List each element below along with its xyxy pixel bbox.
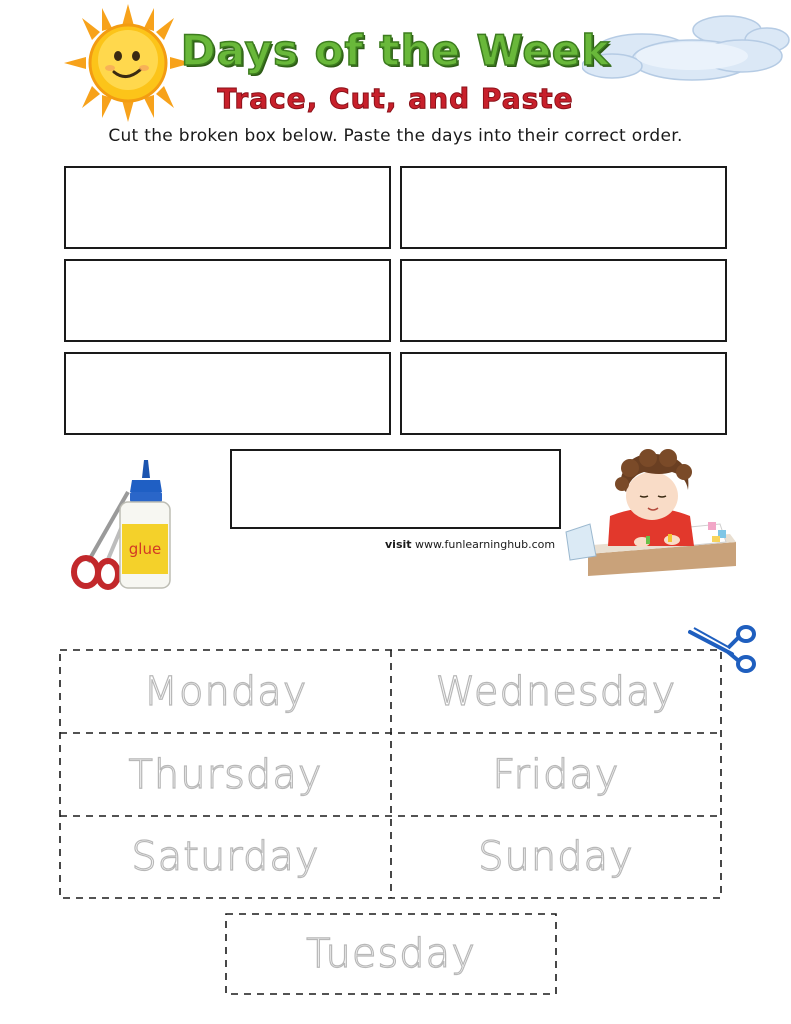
trace-cell-2[interactable] xyxy=(391,650,721,733)
trace-cell-7[interactable] xyxy=(226,914,556,994)
trace-cell-3[interactable] xyxy=(60,733,391,816)
trace-cell-6[interactable] xyxy=(391,816,721,898)
trace-cell-4[interactable] xyxy=(391,733,721,816)
website-url: www.funlearninghub.com xyxy=(415,538,556,551)
visit-prefix: visit xyxy=(385,538,412,551)
instruction-text: Cut the broken box below. Paste the days into their correct order. xyxy=(108,126,683,146)
trace-word: Wednesday xyxy=(435,668,677,715)
trace-cell-5[interactable] xyxy=(60,816,391,898)
trace-word: Saturday xyxy=(131,834,320,880)
trace-word: Monday xyxy=(143,668,308,715)
trace-word: Tuesday xyxy=(306,931,476,977)
page-title: Days of the Week xyxy=(180,26,611,75)
page-subtitle: Trace, Cut, and Paste xyxy=(217,82,574,115)
trace-word: Sunday xyxy=(478,834,634,880)
trace-word: Thursday xyxy=(128,751,323,798)
glue-label: glue xyxy=(128,540,162,558)
trace-cell-1[interactable] xyxy=(60,650,391,733)
trace-word: Friday xyxy=(492,751,620,798)
